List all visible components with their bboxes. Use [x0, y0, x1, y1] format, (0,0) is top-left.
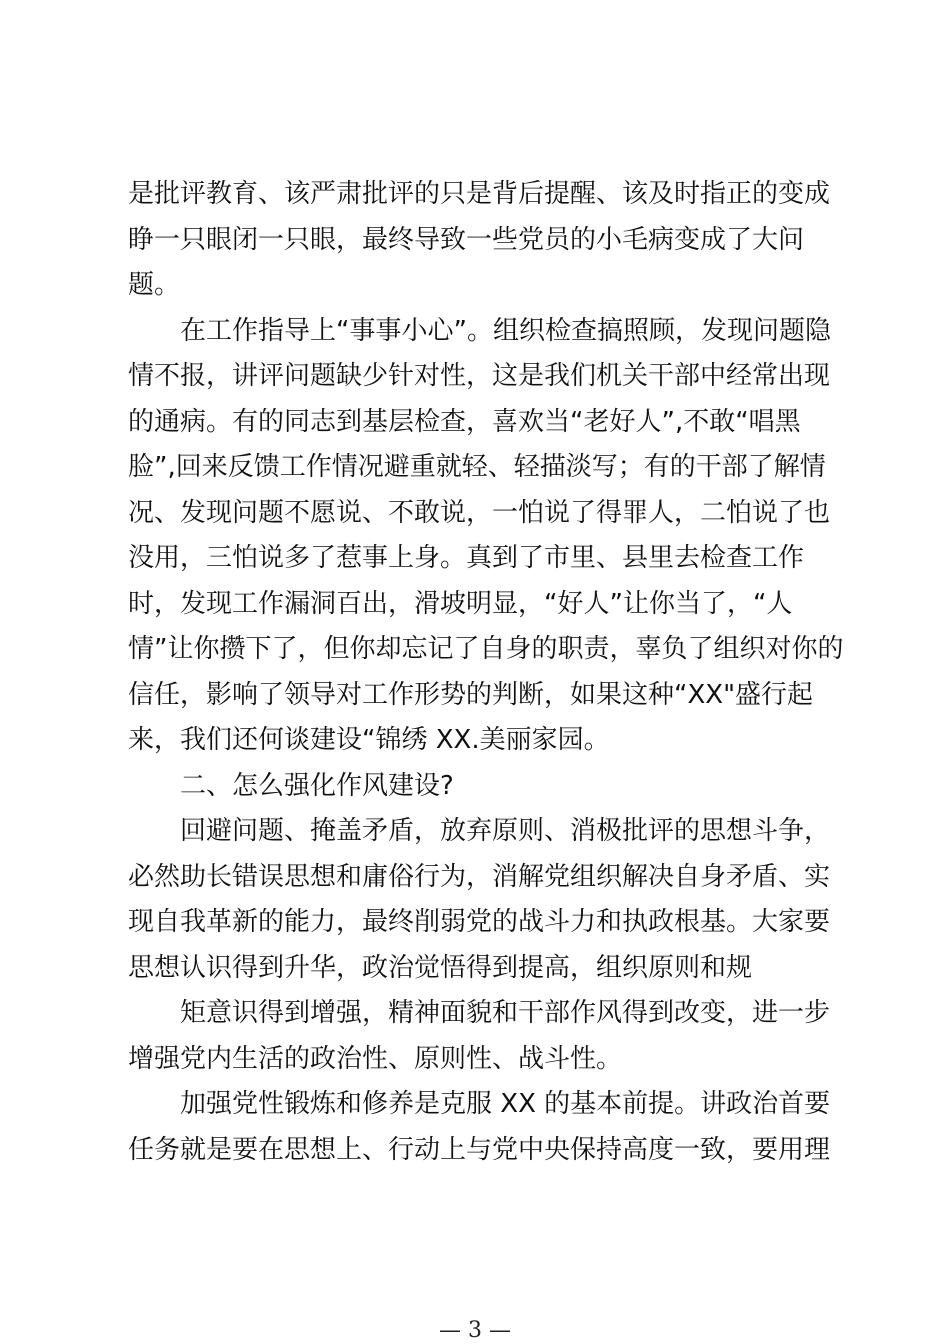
text-line: 现自我革新的能力，最终削弱党的战斗力和执政根基。大家要 [128, 907, 831, 937]
text-line: 没用，三怕说多了惹事上身。真到了市里、县里去检查工作 [128, 543, 805, 573]
paragraph-2 [128, 309, 844, 764]
text-line: 矩意识得到增强，精神面貌和干部作风得到改变，进一步 [180, 998, 831, 1028]
paragraph-3 [128, 809, 832, 991]
text-line: 加强党性锻炼和修养是克服 XX 的基本前提。讲政治首要 [180, 1089, 831, 1119]
text-line: 情”让你攒下了，但你却忘记了自身的职责，辜负了组织对你的 [128, 634, 844, 664]
text-line: 睁一只眼闭一只眼，最终导致一些党员的小毛病变成了大问 [128, 224, 805, 255]
paragraph-1 [128, 172, 832, 309]
text-line: 的通病。有的同志到基层检查，喜欢当“老好人”,不敢“唱黑 [128, 406, 801, 437]
paragraph-4 [128, 991, 832, 1082]
text-line: 任务就是要在思想上、行动上与党中央保持高度一致，要用理 [128, 1134, 831, 1165]
text-line: 信任，影响了领导对工作形势的判断，如果这种“XX"盛行起 [128, 679, 814, 710]
text-line: 思想认识得到升华，政治觉悟得到提高，组织原则和规 [128, 952, 753, 983]
text-line: 题。 [128, 270, 181, 300]
text-line: 是批评教育、该严肃批评的只是背后提醒、该及时指正的变成 [128, 179, 831, 209]
text-line: 在工作指导上“事事小心”。组织检查搞照顾，发现问题隐 [180, 315, 831, 346]
text-line: 增强党内生活的政治性、原则性、战斗性。 [128, 1043, 623, 1074]
section-heading [128, 764, 832, 810]
text-line: 况、发现问题不愿说、不敢说，一怕说了得罪人，二怕说了也 [128, 497, 831, 528]
document-body [128, 172, 844, 1173]
text-line: 必然助长错误思想和庸俗行为，消解党组织解决自身矛盾、实 [128, 861, 831, 892]
heading-line: 二、怎么强化作风建设? [180, 770, 454, 801]
page-number: — 3 — [439, 1318, 511, 1343]
text-line: 来，我们还何谈建设“锦绣 XX.美丽家园。 [128, 725, 610, 755]
text-line: 脸”,回来反馈工作情况避重就轻、轻描淡写；有的干部了解情 [128, 452, 826, 482]
text-line: 情不报，讲评问题缺少针对性，这是我们机关干部中经常出现 [128, 361, 831, 391]
text-line: 时，发现工作漏洞百出，滑坡明显，“好人”让你当了，“人 [128, 588, 793, 619]
paragraph-5 [128, 1082, 832, 1173]
text-line: 回避问题、掩盖矛盾，放弃原则、消极批评的思想斗争， [180, 816, 831, 846]
